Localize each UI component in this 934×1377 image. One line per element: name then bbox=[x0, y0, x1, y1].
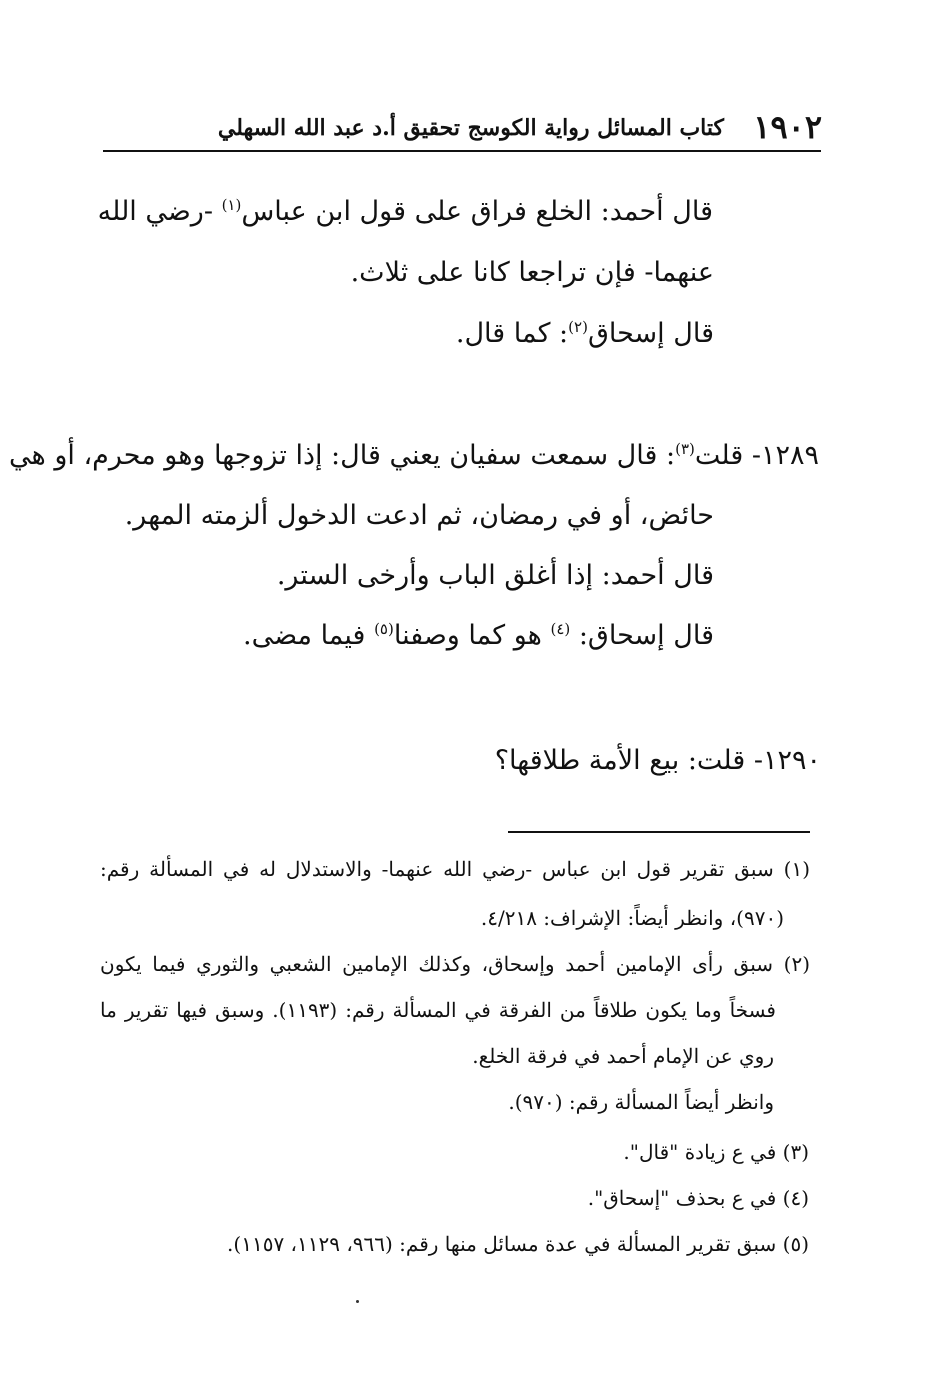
question-1290: ١٢٩٠- قلت: بيع الأمة طلاقها؟ bbox=[494, 745, 821, 776]
question-1289-text: ١٢٨٩- قلت bbox=[694, 440, 819, 471]
scan-speck bbox=[356, 1300, 359, 1303]
footnote-2-continued: فسخاً وما يكون طلاقاً من الفرقة في المسألة رقم: (١١٩٣). وسبق فيها تقرير ما bbox=[100, 998, 776, 1022]
body-line-2: عنهما- فإن تراجعا كانا على ثلاث. bbox=[350, 257, 714, 288]
body-line-5: حائض، أو في رمضان، ثم ادعت الدخول ألزمته المهر. bbox=[124, 500, 714, 531]
question-1289-tail: : قال سمعت سفيان يعني قال: إذا تزوجها وهو محرم، أو هي bbox=[9, 440, 676, 471]
running-title: كتاب المسائل رواية الكوسج تحقيق أ.د عبد الله السهلي bbox=[217, 115, 724, 141]
footnote-ref-4: (٤) bbox=[550, 620, 571, 638]
body-line-1 bbox=[97, 196, 713, 227]
footnote-2-continued-2: روي عن الإمام أحمد في فرقة الخلع. bbox=[472, 1044, 774, 1068]
header-rule bbox=[103, 150, 821, 152]
question-1289 bbox=[9, 440, 819, 471]
body-line-7-text: قال إسحاق: bbox=[570, 620, 714, 651]
body-line-7-middle: هو كما وصفنا bbox=[393, 620, 551, 651]
footnote-3: (٣) في ع زيادة "قال". bbox=[623, 1140, 809, 1164]
footnote-ref-1: (١) bbox=[221, 196, 242, 214]
footnote-5: (٥) سبق تقرير المسألة في عدة مسائل منها رقم: (٩٦٦، ١١٢٩، ١١٥٧). bbox=[227, 1232, 809, 1256]
footnote-1-continued: (٩٧٠)، وانظر أيضاً: الإشراف: ٤/٢١٨. bbox=[480, 906, 784, 930]
body-line-3 bbox=[456, 318, 714, 349]
body-line-7-tail: فيما مضى. bbox=[243, 620, 375, 651]
body-line-1-text: قال أحمد: الخلع فراق على قول ابن عباس bbox=[241, 196, 713, 227]
footnote-2-continued-3: وانظر أيضاً المسألة رقم: (٩٧٠). bbox=[508, 1090, 774, 1114]
footnote-separator bbox=[508, 831, 810, 833]
footnote-ref-3: (٣) bbox=[675, 440, 695, 458]
footnote-ref-5: (٥) bbox=[374, 620, 394, 638]
body-line-3-tail: : كما قال. bbox=[455, 318, 569, 349]
body-line-7 bbox=[243, 620, 714, 651]
body-line-3-text: قال إسحاق bbox=[587, 318, 714, 349]
footnote-ref-2: (٢) bbox=[568, 318, 588, 336]
body-line-1-tail: -رضي الله bbox=[97, 196, 222, 227]
footnote-2: (٢) سبق رأى الإمامين أحمد وإسحاق، وكذلك الإمامين الشعبي والثوري فيما يكون bbox=[100, 952, 810, 976]
page-number: ١٩٠٢ bbox=[753, 108, 822, 146]
footnote-1: (١) سبق تقرير قول ابن عباس -رضي الله عنهما- والاستدلال له في المسألة رقم: bbox=[100, 857, 810, 881]
footnote-4: (٤) في ع بحذف "إسحاق". bbox=[587, 1186, 809, 1210]
body-line-6: قال أحمد: إذا أغلق الباب وأرخى الستر. bbox=[276, 560, 714, 591]
